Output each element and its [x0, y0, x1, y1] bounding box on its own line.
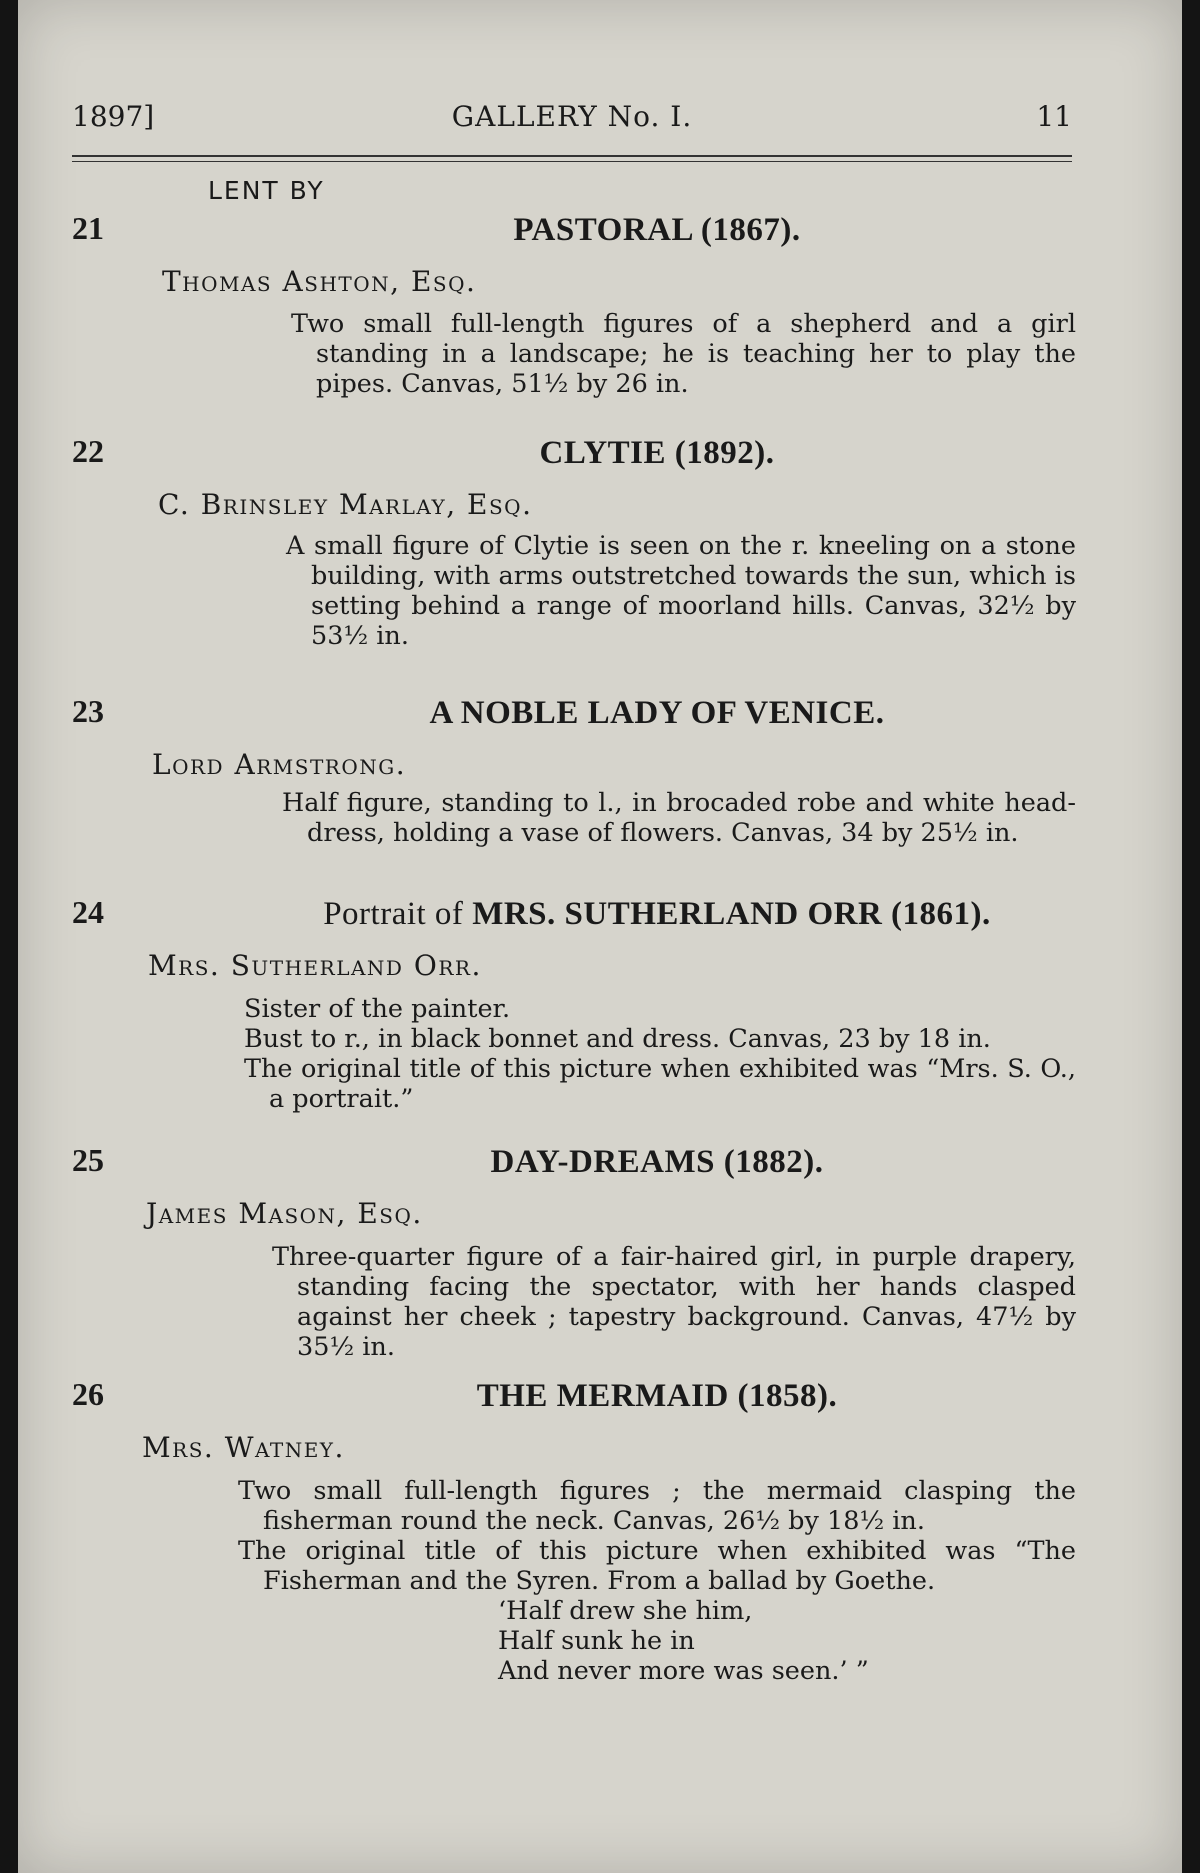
entry-title: CLYTIE (1892). [539, 435, 775, 471]
verse-line: And never more was seen.’ ” [498, 1656, 869, 1686]
entry-number: 23 [72, 693, 104, 729]
lent-by-label: LENT BY [208, 176, 325, 205]
entry-description [286, 531, 1076, 651]
description-paragraph: Two small full-length figures ; the mermaid clasping the fisherman round the neck. Canvas, 26½ by 18½ in. [238, 1476, 1076, 1536]
entry-description [244, 994, 1076, 1114]
verse-line: ‘Half drew she him, [498, 1596, 753, 1626]
catalogue-page [18, 0, 1182, 1873]
entry-title-text: MRS. SUTHERLAND ORR (1861). [472, 896, 991, 932]
header-rule-thin [72, 161, 1072, 162]
verse-line: Half sunk he in [498, 1626, 695, 1656]
entry-number: 26 [72, 1376, 104, 1412]
description-paragraph: The original title of this picture when exhibited was “Mrs. S. O., a portrait.” [244, 1054, 1076, 1114]
page-number: 11 [1036, 100, 1072, 133]
description-paragraph: Two small full-length figures of a shepherd and a girl standing in a landscape; he is teaching her to play the pipes. Canvas, 51½ by 26 in. [291, 309, 1076, 399]
entry-lender: Lord Armstrong. [152, 748, 407, 781]
description-paragraph: Three-quarter figure of a fair-haired girl, in purple drapery, standing facing the spectator, with her hands clasped against her cheek ; tapestry background. Canvas, 47½ by 35½ in. [272, 1242, 1076, 1362]
entry-description [272, 1242, 1076, 1362]
entry-lender: C. Brinsley Marlay, Esq. [158, 488, 533, 521]
entry-title: THE MERMAID (1858). [476, 1378, 838, 1414]
entry-number: 25 [72, 1142, 104, 1178]
entry-title: DAY-DREAMS (1882). [490, 1144, 824, 1180]
entry-number: 22 [72, 433, 104, 469]
header-title: GALLERY No. I. [451, 100, 693, 133]
entry-number: 21 [72, 210, 104, 246]
description-paragraph: The original title of this picture when exhibited was “The Fisherman and the Syren. From a ballad by Goethe. [238, 1536, 1076, 1596]
entry-lender: Thomas Ashton, Esq. [162, 265, 477, 298]
entry-lender: Mrs. Sutherland Orr. [148, 949, 482, 982]
running-header [72, 100, 1072, 144]
entry-title: A NOBLE LADY OF VENICE. [429, 695, 885, 731]
entry-number: 24 [72, 894, 104, 930]
entry-title: PASTORAL (1867). [513, 212, 801, 248]
header-rule-thick [72, 155, 1072, 157]
description-paragraph: Bust to r., in black bonnet and dress. Canvas, 23 by 18 in. [244, 1024, 991, 1054]
entry-title-prefix: Portrait of [323, 896, 473, 932]
entry-description [238, 1476, 1076, 1686]
description-paragraph: Sister of the painter. [244, 994, 511, 1024]
entry-description [291, 309, 1076, 399]
description-paragraph: Half figure, standing to l., in brocaded robe and white head-dress, holding a vase of flowers. Canvas, 34 by 25½ in. [282, 788, 1076, 848]
header-year: 1897] [72, 100, 155, 133]
description-paragraph: A small figure of Clytie is seen on the r. kneeling on a stone building, with arms outstretched towards the sun, which is setting behind a range of moorland hills. Canvas, 32½ by 53½ in. [286, 531, 1076, 651]
entry-lender: James Mason, Esq. [146, 1197, 423, 1230]
entry-title [232, 896, 1082, 933]
entry-description [282, 788, 1076, 848]
entry-lender: Mrs. Watney. [142, 1431, 345, 1464]
